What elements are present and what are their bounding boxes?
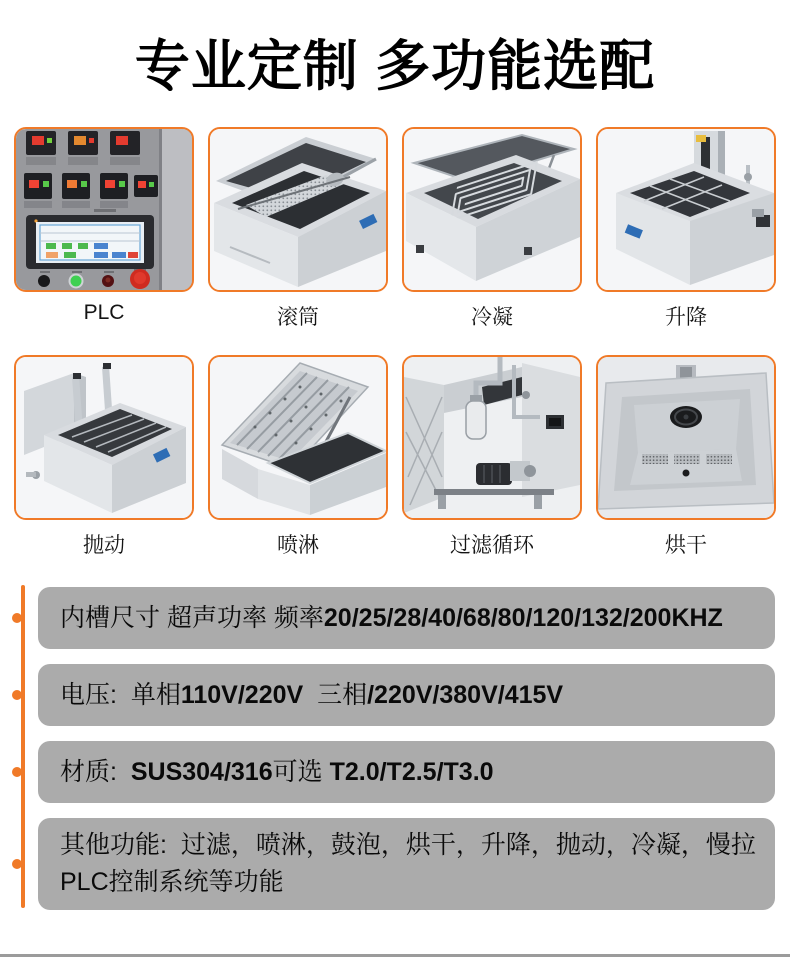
feature-photo-agitation — [14, 355, 194, 520]
feature-label-drying: 烘干 — [665, 534, 707, 557]
feature-photo-drying — [596, 355, 776, 520]
bottom-divider — [0, 954, 790, 957]
feature-card-plc — [14, 127, 194, 327]
spec-section — [38, 587, 775, 910]
header — [0, 0, 790, 105]
plc-control-panel-illustration — [16, 129, 192, 290]
spec-text-material: 材质: SUS304/316可选 T2.0/T2.5/T3.0 — [60, 757, 494, 786]
spec-text-voltage: 电压: 单相110V/220V 三相/220V/380V/415V — [60, 680, 564, 709]
feature-card-condensation — [402, 127, 582, 327]
feature-photo-condensation — [402, 127, 582, 292]
feature-card-spray — [208, 355, 388, 555]
feature-card-filtration — [402, 355, 582, 555]
feature-label-lifting: 升降 — [665, 306, 707, 329]
feature-label-agitation: 抛动 — [83, 534, 125, 557]
feature-photo-filtration — [402, 355, 582, 520]
feature-photo-plc — [14, 127, 194, 292]
temperature-controllers-row1 — [26, 131, 140, 165]
agitation-machine-illustration — [16, 357, 192, 518]
spec-row-voltage — [38, 664, 775, 726]
feature-label-plc: PLC — [83, 301, 125, 324]
feature-label-spray: 喷淋 — [277, 534, 319, 557]
spec-row-material — [38, 741, 775, 803]
feature-card-drying — [596, 355, 776, 555]
drying-chamber-illustration — [598, 357, 774, 518]
timeline-bullet-icon — [12, 690, 22, 700]
feature-card-agitation — [14, 355, 194, 555]
timeline-bullet-icon — [12, 613, 22, 623]
feature-photo-spray — [208, 355, 388, 520]
condensation-coil-illustration — [404, 129, 580, 290]
feature-photo-lifting — [596, 127, 776, 292]
feature-label-filtration: 过滤循环 — [450, 534, 534, 557]
spec-text-frequency: 内槽尺寸 超声功率 频率20/25/28/40/68/80/120/132/200KHZ — [60, 603, 723, 632]
feature-label-condensation: 冷凝 — [471, 306, 513, 329]
spec-row-frequency — [38, 587, 775, 649]
timeline-bullet-icon — [12, 767, 22, 777]
feature-photo-roller — [208, 127, 388, 292]
roller-machine-illustration — [210, 129, 386, 290]
touchscreen — [26, 215, 154, 269]
spray-lid-illustration — [210, 357, 386, 518]
feature-label-roller: 滚筒 — [277, 306, 319, 329]
timeline-bullet-icon — [12, 859, 22, 869]
timeline-line — [21, 585, 25, 908]
feature-card-roller — [208, 127, 388, 327]
page-title: 专业定制 多功能选配 — [134, 35, 656, 97]
spec-row-other-functions — [38, 818, 775, 910]
feature-card-lifting — [596, 127, 776, 327]
spec-text-other-functions: 其他功能: 过滤，喷淋，鼓泡，烘干，升降，抛动，冷凝，慢拉PLC控制系统等功能 — [60, 831, 756, 896]
filtration-pump-illustration — [404, 357, 580, 518]
lifting-machine-illustration — [598, 129, 774, 290]
feature-grid — [14, 127, 776, 555]
